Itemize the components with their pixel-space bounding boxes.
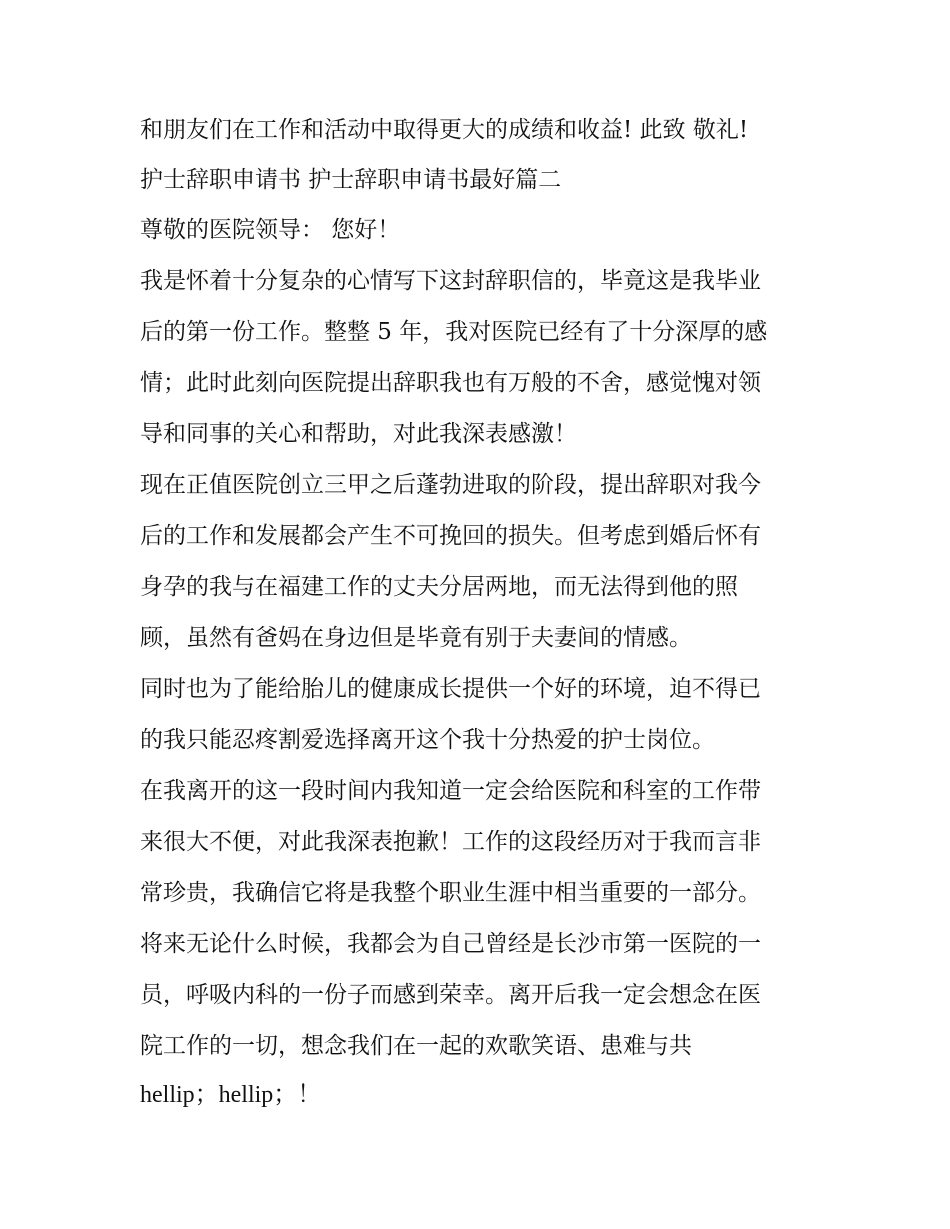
text-line: 来很大不便，对此我深表抱歉！工作的这段经历对于我而言非 [140, 829, 761, 855]
text-line: 院工作的一切，想念我们在一起的欢歌笑语、患难与共 [140, 1033, 692, 1059]
text-line: 将来无论什么时候，我都会为自己曾经是长沙市第一医院的一 [140, 931, 761, 957]
text-line: 同时也为了能给胎儿的健康成长提供一个好的环境，迫不得已 [140, 676, 761, 702]
text-line: 导和同事的关心和帮助，对此我深表感激！ [140, 421, 577, 447]
text-line: 的我只能忍疼割爱选择离开这个我十分热爱的护士岗位。 [140, 727, 715, 753]
text-line: 顾，虽然有爸妈在身边但是毕竟有别于夫妻间的情感。 [140, 625, 692, 651]
text-line: 和朋友们在工作和活动中取得更大的成绩和收益! 此致 敬礼! [140, 117, 749, 143]
text-line: 身孕的我与在福建工作的丈夫分居两地，而无法得到他的照 [140, 574, 738, 600]
text-line: 在我离开的这一段时间内我知道一定会给医院和科室的工作带 [140, 778, 761, 804]
text-line: hellip；hellip；！ [140, 1082, 322, 1108]
text-line: 尊敬的医院领导： 您好！ [140, 217, 401, 243]
text-line: 情；此时此刻向医院提出辞职我也有万般的不舍，感觉愧对领 [140, 370, 761, 396]
text-line: 后的工作和发展都会产生不可挽回的损失。但考虑到婚后怀有 [140, 523, 761, 549]
text-line: 后的第一份工作。整整 5 年，我对医院已经有了十分深厚的感 [140, 319, 768, 345]
text-line: 我是怀着十分复杂的心情写下这封辞职信的，毕竟这是我毕业 [140, 268, 761, 294]
text-line: 现在正值医院创立三甲之后蓬勃进取的阶段，提出辞职对我今 [140, 472, 761, 498]
text-line: 员，呼吸内科的一份子而感到荣幸。离开后我一定会想念在医 [140, 982, 761, 1008]
text-line: 常珍贵，我确信它将是我整个职业生涯中相当重要的一部分。 [140, 880, 761, 906]
text-line: 护士辞职申请书 护士辞职申请书最好篇二 [140, 167, 562, 193]
